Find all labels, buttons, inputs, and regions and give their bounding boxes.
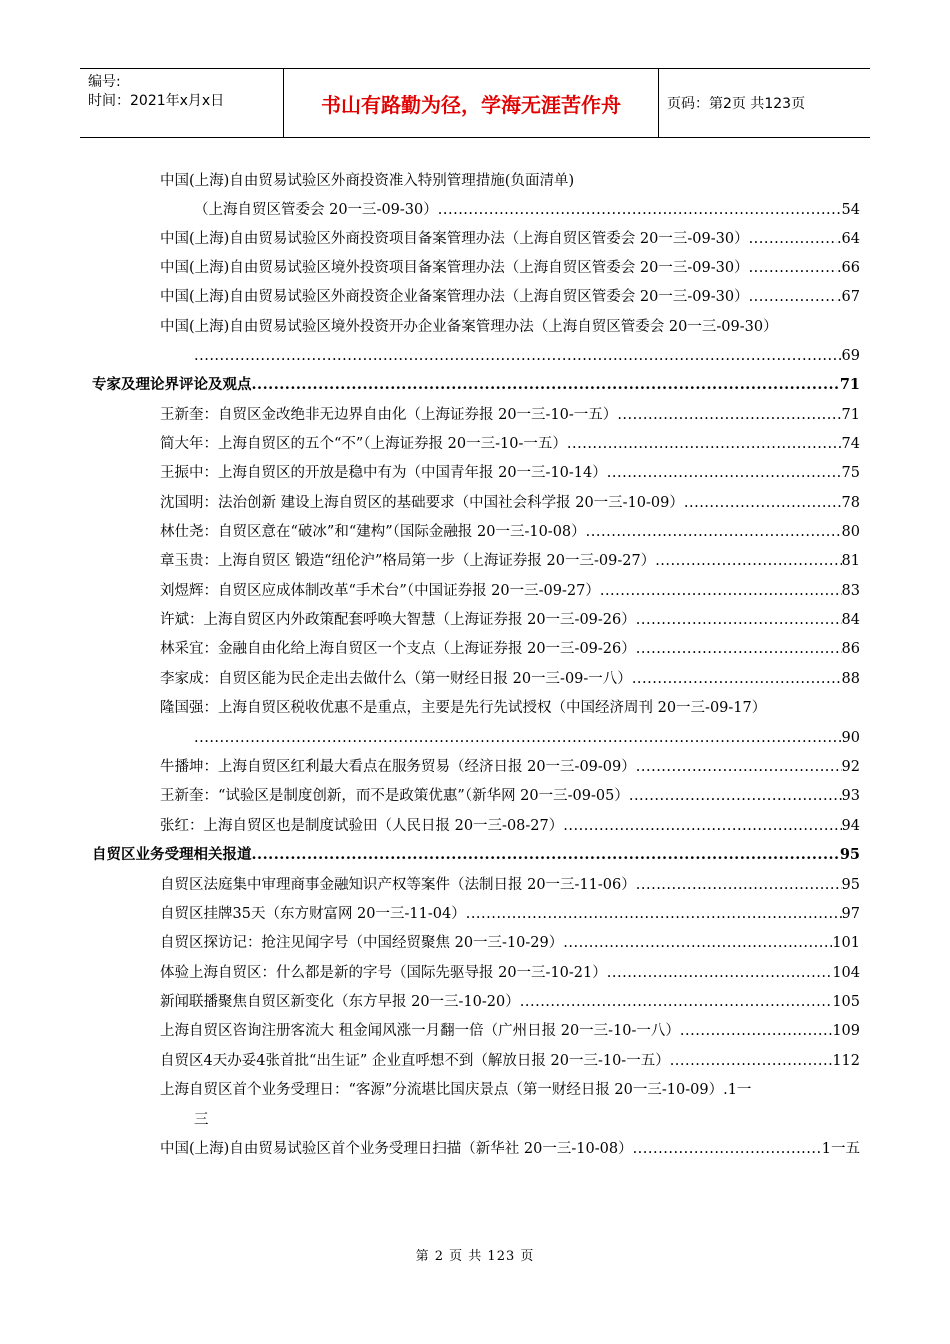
toc-entry[interactable] [160,1020,860,1042]
header-motto: 书山有路勤为径，学海无涯苦作舟 [284,69,659,137]
toc-entry[interactable] [160,257,860,279]
toc-entry-title: 刘煜辉：自贸区应成体制改革“手术台”（中国证券报 20一三-09-27） [160,583,600,599]
toc-leader-dots [749,257,837,279]
page-footer: 第 2 页 共 123 页 [415,1249,535,1264]
toc-page-number: 93 [841,788,860,804]
toc-leader-dots [655,550,841,572]
toc-entry[interactable] [194,345,860,367]
toc-entry-title: 中国(上海)自由贸易试验区境外投资开办企业备案管理办法（上海自贸区管委会 20一三-09-30） [160,319,778,335]
toc-entry[interactable] [160,932,860,954]
toc-page-number: 71 [839,376,860,393]
toc-entry-title: 李家成：自贸区能为民企走出去做什么（第一财经日报 20一三-09-一八） [160,671,632,687]
toc-leader-dots [680,1020,832,1042]
toc-entry[interactable] [160,962,860,984]
toc-entry-title: 中国(上海)自由贸易试验区境外投资项目备案管理办法（上海自贸区管委会 20一三-09-30） [160,260,749,276]
toc-leader-dots [617,404,841,426]
toc-entry-title: 自贸区4天办妥4张首批“出生证” 企业直呼想不到（解放日报 20一三-10-一五） [160,1053,670,1069]
toc-entry-title: 牛播坤：上海自贸区红利最大看点在服务贸易（经济日报 20一三-09-09） [160,759,636,775]
toc-page-number: .64 [836,231,860,247]
toc-entry-title: （上海自贸区管委会 20一三-09-30） [194,202,438,218]
toc-entry[interactable] [160,609,860,631]
toc-entry-title: 隆国强：上海自贸区税收优惠不是重点，主要是先行先试授权（中国经济周刊 20一三-09-17） [160,700,767,716]
toc-entry[interactable] [160,668,860,690]
toc-entry-title[interactable]: 上海自贸区首个业务受理日：“客源”分流堪比国庆景点（第一财经日报 20一三-10-09）.1一 [160,1082,752,1098]
toc-page-number: 71 [841,407,860,423]
toc-page-number: 74 [841,436,860,452]
toc-leader-dots [520,991,833,1013]
document-time-label: 时间：2021年x月x日 [88,93,225,109]
toc-entry[interactable] [160,580,860,602]
toc-entry-title: 中国(上海)自由贸易试验区外商投资项目备案管理办法（上海自贸区管委会 20一三-09-30） [160,231,749,247]
toc-entry-title: 林采宜：金融自由化给上海自贸区一个支点（上海证券报 20一三-09-26） [160,641,636,657]
toc-leader-dots [252,374,840,396]
toc-leader-dots [252,844,840,866]
toc-page-number: 1一五 [821,1141,860,1157]
toc-entry[interactable] [160,286,860,308]
toc-entry-title: 中国(上海)自由贸易试验区外商投资准入特别管理措施(负面清单) [160,173,575,189]
toc-page-number: 三 [194,1112,209,1128]
toc-entry[interactable] [160,404,860,426]
toc-leader-dots [636,609,842,631]
toc-page-number: .66 [836,260,860,276]
toc-page-number: 69 [841,348,860,364]
toc-entry-title: 许斌：上海自贸区内外政策配套呼唤大智慧（上海证券报 20一三-09-26） [160,612,636,628]
toc-leader-dots [466,903,842,925]
toc-entry[interactable] [160,462,860,484]
toc-entry-title: 张红：上海自贸区也是制度试验田（人民日报 20一三-08-27） [160,818,564,834]
toc-page-number: 84 [841,612,860,628]
toc-section-heading[interactable] [92,374,860,396]
toc-entry-title: 体验上海自贸区：什么都是新的字号（国际先驱导报 20一三-10-21） [160,965,607,981]
toc-leader-dots [633,1138,822,1160]
toc-entry[interactable] [194,199,860,221]
toc-leader-dots [194,727,842,749]
toc-page-number: 86 [841,641,860,657]
toc-leader-dots [567,433,842,455]
toc-leader-dots [194,345,842,367]
toc-entry-title: 王振中：上海自贸区的开放是稳中有为（中国青年报 20一三-10-14） [160,465,607,481]
toc-section-title: 自贸区业务受理相关报道 [92,846,252,863]
toc-entry[interactable] [160,1050,860,1072]
toc-leader-dots [438,199,842,221]
toc-leader-dots [749,286,837,308]
toc-page-number: 75 [841,465,860,481]
header-left-cell [80,69,284,137]
toc-entry[interactable] [160,550,860,572]
header-page-info: 页码：第2页 共123页 [667,96,806,112]
toc-entry-title: 上海自贸区咨询注册客流大 租金闻风涨一月翻一倍（广州日报 20一三-10-一八） [160,1023,680,1039]
toc-entry-title: 自贸区探访记：抢注见闻字号（中国经贸聚焦 20一三-10-29） [160,935,564,951]
toc-page-number: 95 [841,877,860,893]
toc-page-number: 88 [841,671,860,687]
toc-page-number: 101 [832,935,860,951]
toc-entry[interactable] [160,903,860,925]
toc-leader-dots [586,521,842,543]
toc-entry-title: 自贸区挂牌35天（东方财富网 20一三-11-04） [160,906,466,922]
toc-leader-dots [607,462,842,484]
toc-entry-title: 王新奎：“试验区是制度创新，而不是政策优惠”（新华网 20一三-09-05） [160,788,629,804]
toc-leader-dots [749,228,837,250]
toc-page-number: 94 [841,818,860,834]
toc-section-title: 专家及理论界评论及观点 [92,376,252,393]
toc-entry[interactable] [160,1138,860,1160]
toc-entry[interactable] [160,433,860,455]
toc-page-number: 95 [839,846,860,863]
toc-page-number: 105 [832,994,860,1010]
toc-entry[interactable] [160,785,860,807]
toc-leader-dots [684,492,842,514]
toc-entry[interactable] [160,815,860,837]
toc-entry[interactable] [194,727,860,749]
toc-entry-title: 中国(上海)自由贸易试验区外商投资企业备案管理办法（上海自贸区管委会 20一三-09-30） [160,289,749,305]
toc-entry[interactable] [160,492,860,514]
toc-entry-title: 林仕尧：自贸区意在“破冰”和“建构”（国际金融报 20一三-10-08） [160,524,586,540]
toc-entry-title: 新闻联播聚焦自贸区新变化（东方早报 20一三-10-20） [160,994,520,1010]
toc-entry-title: 简大年：上海自贸区的五个“不”（上海证券报 20一三-10-一五） [160,436,567,452]
toc-leader-dots [636,638,842,660]
toc-leader-dots [632,668,842,690]
page-header [80,68,870,138]
toc-entry[interactable] [160,756,860,778]
toc-page-number: 112 [832,1053,860,1069]
toc-leader-dots [636,874,842,896]
toc-entry[interactable] [160,991,860,1013]
document-number-label: 编号: [88,74,121,90]
toc-section-heading[interactable] [92,844,860,866]
toc-leader-dots [670,1050,833,1072]
toc-leader-dots [563,815,841,837]
toc-page-number: 92 [841,759,860,775]
toc-page-number: 83 [841,583,860,599]
toc-entry-title: 章玉贵：上海自贸区 锻造“纽伦沪”格局第一步（上海证券报 20一三-09-27） [160,553,656,569]
toc-leader-dots [600,580,842,602]
toc-entry[interactable] [160,521,860,543]
toc-entry-title: 沈国明：法治创新 建设上海自贸区的基础要求（中国社会科学报 20一三-10-09） [160,495,684,511]
toc-entry[interactable] [160,638,860,660]
toc-leader-dots [563,932,832,954]
toc-page-number: 109 [832,1023,860,1039]
toc-page-number: 80 [841,524,860,540]
toc-page-number: 97 [841,906,860,922]
toc-page-number: .67 [836,289,860,305]
toc-entry[interactable] [160,874,860,896]
toc-leader-dots [607,962,833,984]
toc-page-number: 54 [841,202,860,218]
toc-leader-dots [629,785,842,807]
toc-page-number: 90 [841,730,860,746]
toc-entry[interactable] [160,228,860,250]
toc-leader-dots [636,756,842,778]
toc-entry-title: 王新奎：自贸区金改绝非无边界自由化（上海证券报 20一三-10-一五） [160,407,618,423]
toc-page-number: 81 [841,553,860,569]
toc-entry-title: 中国(上海)自由贸易试验区首个业务受理日扫描（新华社 20一三-10-08） [160,1141,633,1157]
toc-page-number: 78 [841,495,860,511]
toc-page-number: 104 [832,965,860,981]
toc-entry-title: 自贸区法庭集中审理商事金融知识产权等案件（法制日报 20一三-11-06） [160,877,636,893]
